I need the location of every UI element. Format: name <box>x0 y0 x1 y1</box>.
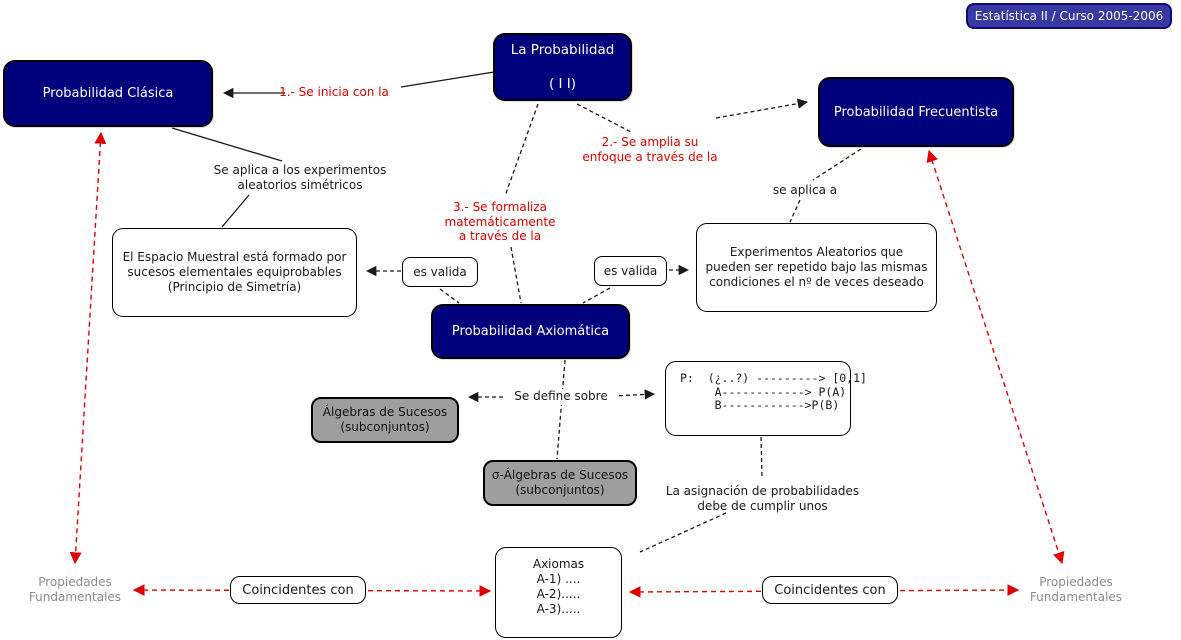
propiedades-right-line1: Propiedades <box>1039 575 1113 589</box>
arrow-frecuentista-propiedades <box>929 151 1062 563</box>
line-title-to-step3 <box>505 104 538 196</box>
es-valida-right-label: es valida <box>603 263 658 278</box>
line-seaplica-to-experimentos <box>790 200 800 222</box>
label-step2 <box>575 135 725 164</box>
axiomas-line4: A-3)..... <box>536 602 581 616</box>
line-clasica-to-aplica <box>172 128 282 161</box>
node-axiomatica-label: Probabilidad Axiomática <box>451 324 610 339</box>
aplica-line1: Se aplica a los experimentos <box>213 163 387 177</box>
experimentos-line3: condiciones el nº de veces deseado <box>709 275 924 289</box>
espacio-line2: sucesos elementales equiprobables <box>127 265 342 279</box>
step3-line3: a través de la <box>458 229 542 243</box>
line-esvalida-left-to-axiomatica <box>440 289 459 303</box>
p-mapping-line4: B------------>P(B) <box>680 398 840 412</box>
line-title-to-step2 <box>577 104 633 133</box>
node-probabilidad-axiomatica <box>431 304 630 359</box>
algebras-line1: Álgebras de Sucesos <box>322 405 448 419</box>
propiedades-left-line1: Propiedades <box>38 575 112 589</box>
label-propiedades-left <box>17 575 133 604</box>
propiedades-right-line2: Fundamentales <box>1029 589 1123 604</box>
node-clasica-label: Probabilidad Clásica <box>42 86 174 101</box>
label-step1 <box>268 85 400 100</box>
box-axiomas <box>495 547 622 638</box>
step2-line2: enfoque a través de la <box>582 149 718 164</box>
coincidentes-left-label: Coincidentes con <box>242 582 354 598</box>
step2-line1: 2.- Se amplia su <box>601 135 699 149</box>
label-se-aplica-a <box>760 183 850 198</box>
experimentos-line2: pueden ser repetido bajo las mismas <box>705 260 928 274</box>
espacio-line1: El Espacio Muestral está formado por <box>122 250 347 264</box>
step3-line2: matemáticamente <box>444 214 556 229</box>
axiomas-line3: A-2)..... <box>536 587 581 601</box>
box-sigma-algebras <box>483 460 637 506</box>
box-experimentos-aleatorios <box>696 223 937 312</box>
node-title-line1: La Probabilidad <box>510 42 615 58</box>
espacio-line3: (Principio de Simetría) <box>167 280 302 294</box>
line-esvalida-right-to-axiomatica <box>583 288 610 303</box>
node-frecuentista-label: Probabilidad Frecuentista <box>833 104 999 120</box>
label-aplica-simetricos <box>190 163 410 192</box>
axiomas-line1: Axiomas <box>532 557 585 571</box>
step1-text: 1.- Se inicia con la <box>279 85 389 99</box>
algebras-line2: (subconjuntos) <box>340 420 430 434</box>
se-aplica-a-text: se aplica a <box>772 183 838 197</box>
box-coincidentes-left <box>230 576 366 604</box>
box-es-valida-right <box>594 256 667 286</box>
aplica-line2: aleatorios simétricos <box>237 177 363 192</box>
line-frecuentista-to-seaplica <box>813 149 861 180</box>
p-mapping-line1: P: (¿..?) ---------> [0,1] <box>680 371 867 385</box>
course-badge-label: Estatística II / Curso 2005-2006 <box>974 9 1164 23</box>
sigma-algebras-line2: (subconjuntos) <box>515 483 605 497</box>
line-aplica-to-espacio <box>222 195 249 227</box>
box-espacio-muestral <box>112 228 357 317</box>
arrow-clasica-propiedades <box>75 133 101 563</box>
line-axiomatica-to-sigma <box>557 360 565 459</box>
box-p-mapping <box>665 361 867 436</box>
node-probabilidad-frecuentista <box>818 77 1014 147</box>
asignacion-line1: La asignación de probabilidades <box>665 484 860 498</box>
p-mapping-line3: A------------> P(A) <box>680 384 847 399</box>
node-probabilidad-clasica <box>3 60 213 127</box>
box-es-valida-left <box>402 257 478 287</box>
line-title-to-step1 <box>401 72 494 87</box>
asignacion-line2: debe de cumplir unos <box>697 498 828 513</box>
label-asignacion <box>650 484 875 513</box>
arrow-step2-to-frecuentista <box>716 102 807 118</box>
node-title-line2: ( I I) <box>548 76 577 92</box>
arrow-define-to-pbox <box>612 394 654 396</box>
step3-line1: 3.- Se formaliza <box>452 200 548 214</box>
box-algebras-sucesos <box>311 397 459 443</box>
line-asignacion-to-axiomas <box>640 513 726 552</box>
label-se-define-sobre <box>506 389 616 405</box>
line-step3-to-axiomatica <box>511 247 521 303</box>
es-valida-left-label: es valida <box>413 264 467 279</box>
coincidentes-right-label: Coincidentes con <box>774 582 886 598</box>
axiomas-line2: A-1) .... <box>536 572 581 586</box>
course-badge <box>966 3 1172 29</box>
line-pbox-to-asignacion <box>761 437 762 477</box>
experimentos-line1: Experimentos Aleatorios que <box>729 245 904 259</box>
label-step3 <box>438 200 562 244</box>
sigma-algebras-line1: σ-Álgebras de Sucesos <box>491 468 629 482</box>
label-propiedades-right <box>1016 575 1136 604</box>
box-coincidentes-right <box>762 576 898 604</box>
node-la-probabilidad <box>493 33 632 101</box>
propiedades-left-line2: Fundamentales <box>28 589 122 604</box>
se-define-sobre-text: Se define sobre <box>514 389 608 403</box>
